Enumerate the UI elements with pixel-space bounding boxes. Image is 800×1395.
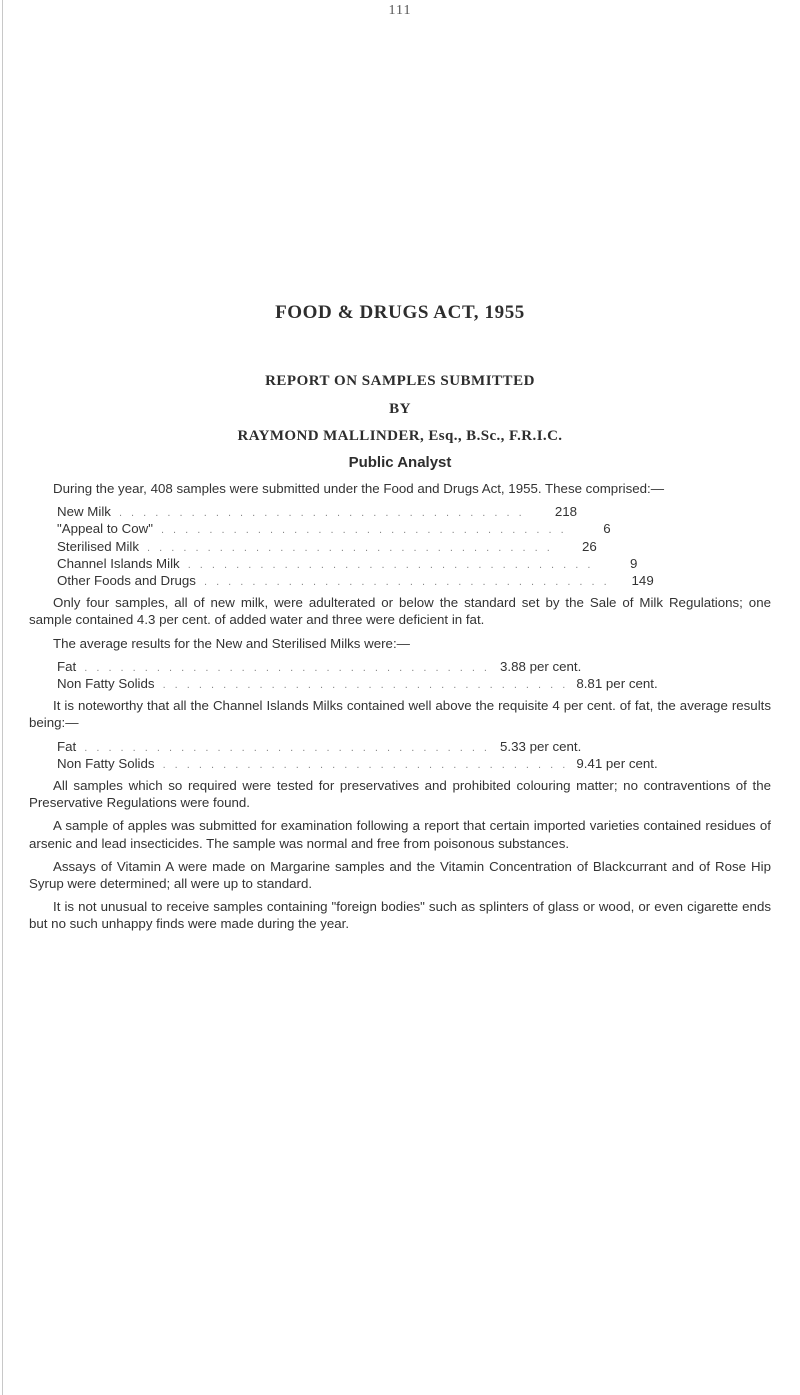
samples-row	[57, 555, 638, 572]
sample-count: 218	[554, 504, 577, 520]
leader-dots: . . . . . . . . . . . . . . . . . . . . . . . . . . . . . . . . . .	[203, 575, 610, 588]
result-value: 5.33 per cent.	[500, 738, 582, 754]
leader-dots: . . . . . . . . . . . . . . . . . . . . . . . . . . . . . . . . . .	[187, 558, 594, 571]
adulteration-paragraph: Only four samples, all of new milk, were adulterated or below the standard set by the Sale of Milk Regulations; one sample contained 4.3 per cent. of added water and three were deficient in fat.	[29, 595, 771, 628]
result-row	[57, 658, 612, 675]
leader-dots: . . . . . . . . . . . . . . . . . . . . . . . . . . . . . . . . . .	[160, 524, 567, 537]
leader-dots: . . . . . . . . . . . . . . . . . . . . . . . . . . . . . . . . . .	[162, 758, 569, 771]
result-label: Fat	[57, 658, 77, 674]
leader-dots: . . . . . . . . . . . . . . . . . . . . . . . . . . . . . . . . . .	[118, 507, 525, 520]
sample-count: 149	[631, 572, 654, 588]
samples-row	[57, 520, 611, 537]
result-value: 9.41 per cent.	[576, 755, 658, 771]
samples-table	[57, 503, 771, 589]
page-binding-edge	[2, 0, 7, 1395]
result-label: Fat	[57, 738, 77, 754]
sample-label: Channel Islands Milk	[57, 555, 180, 571]
leader-dots: . . . . . . . . . . . . . . . . . . . . . . . . . . . . . . . . . .	[84, 661, 490, 674]
foreign-bodies-paragraph: It is not unusual to receive samples containing "foreign bodies" such as splinters of glass or wood, or even cigarette ends but no such unhappy finds were made during the year.	[29, 899, 771, 932]
result-row	[57, 755, 658, 772]
sample-count: 26	[581, 538, 597, 554]
samples-row	[57, 503, 577, 520]
vitamin-paragraph: Assays of Vitamin A were made on Margarine samples and the Vitamin Concentration of Blackcurrant and of Rose Hip Syrup were determined; all were up to standard.	[29, 858, 771, 891]
by-heading: BY	[389, 401, 411, 417]
result-label: Non Fatty Solids	[57, 755, 155, 771]
result-value: 3.88 per cent.	[500, 658, 582, 674]
new-sterilised-results-table	[57, 658, 771, 692]
intro-paragraph: During the year, 408 samples were submitted under the Food and Drugs Act, 1955. These comprised:—	[53, 481, 665, 496]
sample-label: Sterilised Milk	[57, 538, 140, 554]
result-row	[57, 675, 658, 692]
samples-row	[57, 538, 597, 555]
channel-islands-paragraph: It is noteworthy that all the Channel Islands Milks contained well above the requisite 4 per cent. of fat, the average results being:—	[29, 698, 771, 731]
analyst-name: RAYMOND MALLINDER, Esq., B.Sc., F.R.I.C.	[237, 428, 563, 444]
leader-dots: . . . . . . . . . . . . . . . . . . . . . . . . . . . . . . . . . .	[162, 678, 569, 691]
result-value: 8.81 per cent.	[576, 675, 658, 691]
leader-dots: . . . . . . . . . . . . . . . . . . . . . . . . . . . . . . . . . .	[84, 741, 490, 754]
leader-dots: . . . . . . . . . . . . . . . . . . . . . . . . . . . . . . . . . .	[147, 541, 553, 554]
sample-label: New Milk	[57, 504, 111, 520]
samples-row	[57, 572, 654, 589]
preservatives-paragraph: All samples which so required were tested for preservatives and prohibited colouring matter; no contraventions of the Preservative Regulations were found.	[29, 777, 771, 811]
channel-islands-results-table	[57, 738, 771, 772]
average-results-paragraph: The average results for the New and Sterilised Milks were:—	[53, 635, 410, 651]
report-heading: REPORT ON SAMPLES SUBMITTED	[265, 373, 535, 389]
result-row	[57, 738, 612, 755]
report-body	[29, 480, 771, 939]
act-heading: FOOD & DRUGS ACT, 1955	[275, 302, 525, 323]
sample-count: 9	[630, 555, 638, 571]
sample-count: 6	[603, 521, 611, 537]
analyst-title: Public Analyst	[348, 454, 452, 471]
sample-label: "Appeal to Cow"	[57, 521, 153, 537]
sample-label: Other Foods and Drugs	[57, 572, 196, 588]
apples-paragraph: A sample of apples was submitted for examination following a report that certain imported varieties contained residues of arsenic and lead insecticides. The sample was normal and free from poisonous substances.	[29, 818, 771, 851]
result-label: Non Fatty Solids	[57, 675, 155, 691]
page-number: 111	[388, 3, 412, 18]
